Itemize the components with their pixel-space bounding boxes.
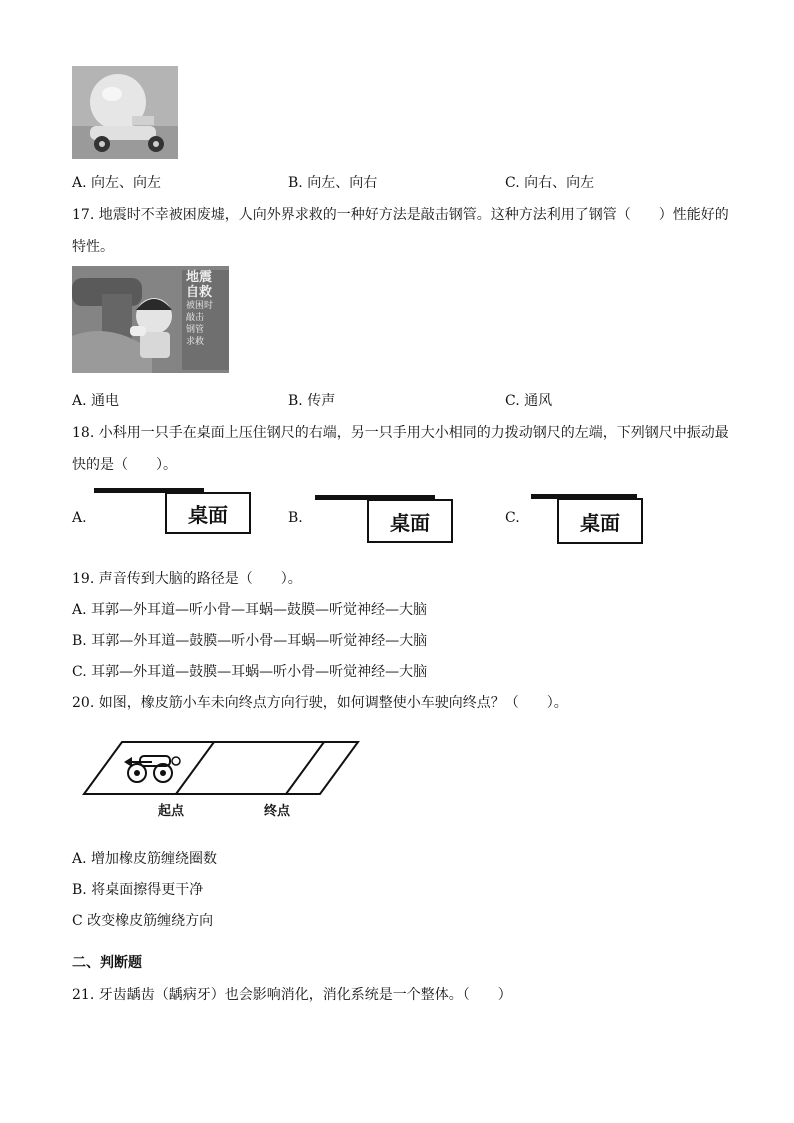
desk-c-label: 桌面 <box>580 510 620 535</box>
poster-text-1: 地震 <box>186 270 213 285</box>
q20-option-a: A. 增加橡皮筋缠绕圈数 <box>72 851 218 867</box>
poster-text-6: 求救 <box>186 337 205 347</box>
desk-b-label: 桌面 <box>390 510 430 535</box>
q18-label-a: A. <box>72 510 87 526</box>
desk-a-label: 桌面 <box>188 502 228 527</box>
earthquake-poster-photo <box>72 266 229 373</box>
desk-c <box>557 498 643 544</box>
start-point-label: 起点 <box>158 804 185 819</box>
q20-text: 20. 如图，橡皮筋小车未向终点方向行驶，如何调整使小车驶向终点？（ ）。 <box>72 695 568 711</box>
q17-text-line1: 17. 地震时不幸被困废墟，人向外界求救的一种好方法是敲击钢管。这种方法利用了钢管（ ）性能好的 <box>72 207 729 223</box>
q17-option-b: B. 传声 <box>288 393 336 409</box>
end-point-label: 终点 <box>264 804 291 819</box>
desk-b <box>367 499 453 543</box>
rubber-band-car-diagram <box>80 738 370 798</box>
poster-text-4: 敲击 <box>186 313 205 323</box>
q18-label-b: B. <box>288 510 303 526</box>
q17-option-a: A. 通电 <box>72 393 120 409</box>
q19-option-c: C. 耳郭—外耳道—鼓膜—耳蜗—听小骨—听觉神经—大脑 <box>72 664 428 680</box>
q21-text: 21. 牙齿龋齿（龋病牙）也会影响消化，消化系统是一个整体。（ ） <box>72 987 512 1003</box>
poster-text-2: 自救 <box>186 285 213 300</box>
q18-text-line2: 快的是（ ）。 <box>72 457 177 473</box>
desk-a <box>165 492 251 534</box>
q16-option-b: B. 向左、向右 <box>288 175 378 191</box>
poster-text-3: 被困时 <box>186 301 214 311</box>
section-title-judgment: 二、判断题 <box>72 955 142 971</box>
q17-option-c: C. 通风 <box>505 393 553 409</box>
q17-text-line2: 特性。 <box>72 239 114 255</box>
q20-option-b: B. 将桌面擦得更干净 <box>72 882 204 898</box>
q16-option-a: A. 向左、向左 <box>72 175 162 191</box>
poster-text-5: 钢管 <box>186 325 205 335</box>
q16-option-c: C. 向右、向左 <box>505 175 595 191</box>
q18-text-line1: 18. 小科用一只手在桌面上压住钢尺的右端，另一只手用大小相同的力拨动钢尺的左端，下列钢尺中振动最 <box>72 425 729 441</box>
q19-option-a: A. 耳郭—外耳道—听小骨—耳蜗—鼓膜—听觉神经—大脑 <box>72 602 428 618</box>
q20-option-c: C 改变橡皮筋缠绕方向 <box>72 913 214 929</box>
q19-option-b: B. 耳郭—外耳道—鼓膜—听小骨—耳蜗—听觉神经—大脑 <box>72 633 428 649</box>
q18-label-c: C. <box>505 510 520 526</box>
balloon-car-photo <box>72 66 178 159</box>
q19-text: 19. 声音传到大脑的路径是（ ）。 <box>72 571 302 587</box>
